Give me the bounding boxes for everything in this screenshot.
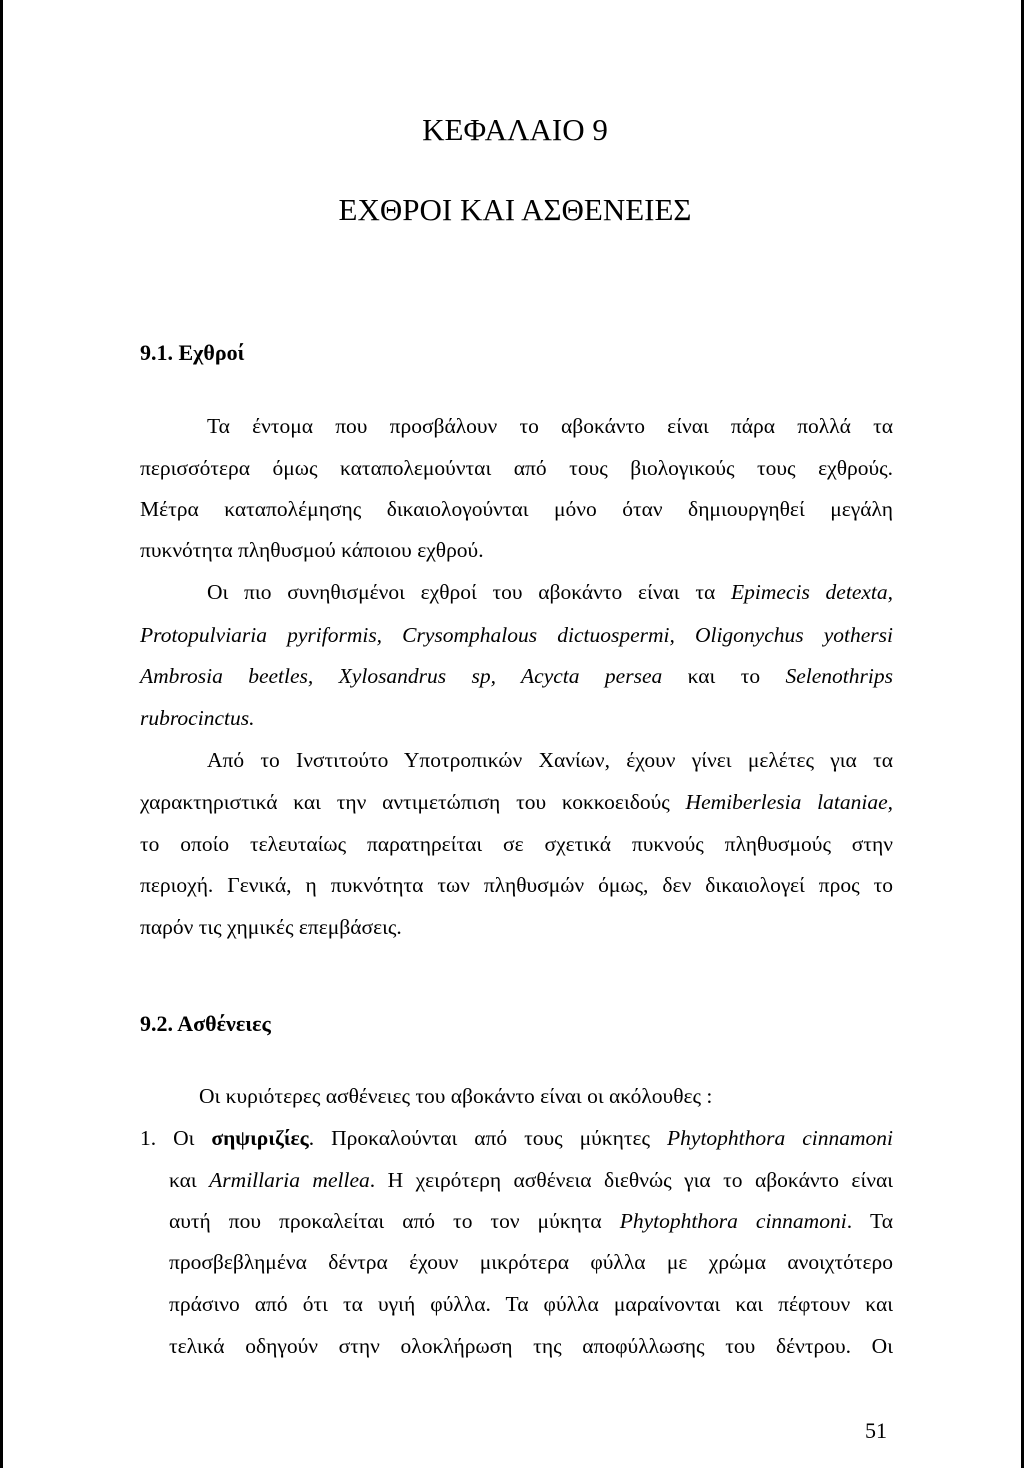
section-heading-diseases: 9.2. Ασθένειες (140, 1011, 271, 1036)
text-line: πράσινο από ότι τα υγιή φύλλα. Τα φύλλα μαραίνονται και πέφτουν και (169, 1292, 893, 1316)
text-line: Ambrosia beetles, Xylosandrus sp, Acycta persea και το Selenothrips (140, 664, 893, 688)
text-line: rubrocinctus. (140, 706, 255, 730)
text-line: αυτή που προκαλείται από το τον μύκητα Phytophthora cinnamoni. Τα (169, 1209, 893, 1233)
text-line: Από το Ινστιτούτο Υποτροπικών Χανίων, έχουν γίνει μελέτες για τα (207, 748, 893, 772)
text-line: χαρακτηριστικά και την αντιμετώπιση του κοκκοειδούς Hemiberlesia lataniae, (140, 790, 893, 814)
text-line: Protopulviaria pyriformis, Crysomphalous dictuospermi, Oligonychus yothersi (140, 623, 893, 647)
section-heading-enemies: 9.1. Εχθροί (140, 340, 245, 365)
text-line: 1. Οι σηψιριζίες. Προκαλούνται από τους μύκητες Phytophthora cinnamoni (140, 1126, 893, 1150)
text-line: τελικά οδηγούν στην ολοκλήρωση της αποφύλλωσης του δέντρου. Οι (169, 1334, 893, 1358)
chapter-heading: ΚΕΦΑΛΑΙΟ 9 (422, 112, 608, 147)
text-line: παρόν τις χημικές επεμβάσεις. (140, 915, 402, 939)
page-number: 51 (865, 1418, 887, 1443)
text-line: το οποίο τελευταίως παρατηρείται σε σχετικά πυκνούς πληθυσμούς στην (140, 832, 893, 856)
text-line: Μέτρα καταπολέμησης δικαιολογούνται μόνο όταν δημιουργηθεί μεγάλη (140, 497, 893, 521)
text-line: Τα έντομα που προσβάλουν το αβοκάντο είναι πάρα πολλά τα (207, 414, 893, 438)
text-line: προσβεβλημένα δέντρα έχουν μικρότερα φύλλα με χρώμα ανοιχτότερο (169, 1250, 893, 1274)
text-line: και Armillaria mellea. Η χειρότερη ασθένεια διεθνώς για το αβοκάντο είναι (169, 1168, 893, 1192)
chapter-title: ΕΧΘΡΟΙ ΚΑΙ ΑΣΘΕΝΕΙΕΣ (338, 192, 692, 227)
text-line: περισσότερα όμως καταπολεμούνται από τους βιολογικούς τους εχθρούς. (140, 456, 893, 480)
paragraph-diseases-intro: Οι κυριότερες ασθένειες του αβοκάντο είναι οι ακόλουθες : (199, 1084, 713, 1108)
text-line: πυκνότητα πληθυσμού κάποιου εχθρού. (140, 538, 484, 562)
text-line: περιοχή. Γενικά, η πυκνότητα των πληθυσμών όμως, δεν δικαιολογεί προς το (140, 873, 893, 897)
text-line: Οι πιο συνηθισμένοι εχθροί του αβοκάντο είναι τα Epimecis detexta, (207, 580, 894, 604)
